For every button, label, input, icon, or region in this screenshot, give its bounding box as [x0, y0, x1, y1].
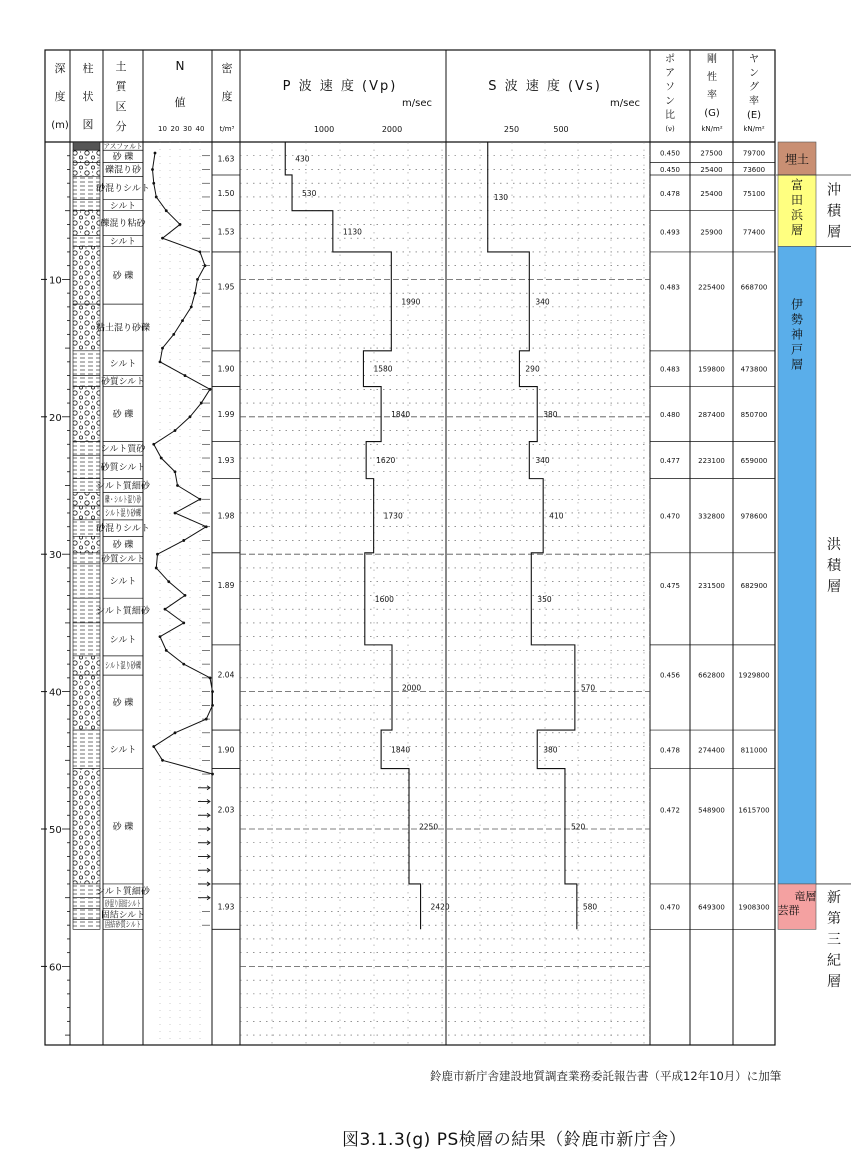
poisson-value: 0.483	[659, 283, 681, 292]
svg-text:ヤ: ヤ	[749, 54, 759, 65]
column-layer	[73, 150, 100, 162]
shear-modulus-value: 274400	[698, 746, 725, 755]
poisson-value: 0.450	[659, 149, 681, 158]
era-label-char: 層	[827, 973, 841, 990]
n-value-point	[184, 374, 187, 377]
young-modulus-value: 811000	[740, 746, 768, 755]
poisson-value: 0.470	[659, 512, 681, 521]
n-value-point	[160, 457, 163, 460]
young-modulus-value: 682900	[740, 581, 768, 590]
n-tick-label: 10	[158, 125, 167, 133]
n-value-point	[182, 622, 185, 625]
formation-label-char: 戸	[790, 342, 804, 357]
vp-label: 530	[302, 188, 317, 198]
column-layer	[73, 675, 100, 730]
n-value-point	[152, 745, 155, 748]
svg-text:ポ: ポ	[665, 54, 675, 65]
column-layer	[73, 200, 100, 211]
n-value-point	[165, 649, 168, 652]
density-value: 2.03	[217, 805, 235, 815]
era-label-char: 積	[827, 203, 841, 220]
column-layer	[73, 492, 100, 506]
density-value: 2.04	[217, 670, 235, 680]
vs-label: 570	[580, 683, 596, 693]
poisson-value: 0.477	[659, 457, 681, 466]
n-value-point	[182, 663, 185, 666]
boring-column	[73, 142, 100, 929]
density-value: 1.63	[217, 154, 235, 164]
vp-label: 2250	[419, 822, 439, 832]
poisson-value: 0.483	[659, 365, 681, 374]
column-layer	[73, 211, 100, 236]
formation-label: 芸群	[777, 903, 800, 917]
column-layer	[73, 536, 100, 552]
header-young-unit: kN/m²	[743, 125, 765, 133]
svg-text:率: 率	[749, 96, 759, 107]
vs-line	[488, 142, 577, 929]
shear-modulus-value: 25400	[700, 165, 723, 174]
n-value-point	[164, 608, 167, 611]
svg-text:性: 性	[707, 72, 717, 83]
n-value-point	[172, 333, 175, 336]
n-value-point	[174, 470, 177, 473]
soil-label: 砂混りシルト	[96, 524, 150, 535]
vp-label: 1840	[391, 410, 411, 420]
soil-label: 砂質シルト	[101, 554, 145, 565]
header-poisson-unit: (ν)	[665, 125, 675, 133]
shear-modulus-value: 223100	[698, 457, 725, 466]
column-layer	[73, 506, 100, 520]
column-layer	[73, 246, 100, 304]
n-axis-ticks	[158, 125, 204, 133]
formation-label: 埋土	[784, 152, 810, 167]
shear-modulus-value: 25400	[700, 189, 723, 198]
n-value-point	[194, 292, 197, 295]
formation-label-char: 勢	[790, 312, 804, 327]
header-column-3: 図	[82, 118, 94, 131]
vp-label: 1130	[342, 227, 362, 237]
density-value: 1.89	[217, 580, 235, 590]
poisson-value: 0.475	[659, 581, 681, 590]
depth-label: 50	[49, 825, 62, 836]
n-value-point	[161, 759, 164, 762]
source-note: 鈴鹿市新庁舎建設地質調査業務委託報告書（平成12年10月）に加筆	[430, 1069, 782, 1083]
header-n-value: N	[175, 59, 185, 73]
vs-label: 290	[525, 364, 540, 374]
soil-label: 砂質シルト	[100, 463, 146, 474]
soil-label: 砂混り固結シルト	[105, 899, 176, 910]
young-modulus-value: 473800	[740, 365, 768, 374]
svg-text:(G): (G)	[704, 108, 720, 119]
header-depth: 深	[54, 62, 66, 75]
vp-tick-label: 2000	[381, 125, 403, 134]
column-layer	[73, 909, 100, 920]
formation-bands	[778, 142, 817, 929]
column-layer	[73, 442, 100, 456]
era-label-char: 積	[827, 558, 841, 575]
n-value-point	[174, 512, 177, 515]
n-value-line	[153, 153, 213, 774]
young-modulus-value: 77400	[742, 228, 766, 237]
depth-label: 40	[49, 687, 62, 699]
poisson-value: 0.493	[659, 228, 681, 237]
header-depth-2: 度	[54, 90, 66, 103]
n-value-point	[211, 773, 214, 776]
column-layer	[73, 235, 100, 246]
column-layer	[73, 163, 100, 177]
formation-label-char: 神	[790, 327, 804, 342]
vs-label: 380	[543, 745, 558, 755]
vs-label: 520	[570, 822, 586, 832]
column-layer	[73, 376, 100, 387]
soil-label: シルト質細砂	[96, 606, 150, 617]
young-modulus-value: 1929800	[738, 671, 770, 680]
vp-label: 1730	[383, 511, 403, 521]
formation-label-char: 層	[790, 222, 804, 237]
n-value-point	[165, 209, 168, 212]
vp-axis-ticks	[314, 125, 402, 134]
era-label-char: 第	[827, 910, 841, 927]
vs-tick-label: 500	[553, 125, 569, 134]
column-headers	[51, 52, 765, 134]
outer-border	[45, 50, 775, 1045]
soil-label: アスファルト	[103, 142, 143, 151]
column-layer	[73, 920, 100, 930]
soil-label: シルト	[109, 237, 137, 248]
svg-text:ン: ン	[749, 68, 759, 79]
vp-label: 430	[295, 154, 310, 164]
density-value: 1.53	[217, 227, 235, 237]
young-modulus-value: 73600	[742, 165, 766, 174]
soil-label: シルト混り砂礫	[105, 661, 168, 672]
density-value: 1.93	[217, 902, 235, 912]
vp-profile	[285, 142, 450, 929]
svg-text:ン: ン	[665, 96, 675, 107]
header-shear	[701, 52, 722, 133]
poisson-value: 0.450	[659, 165, 681, 174]
soil-label: 砂 礫	[112, 540, 134, 551]
density-value: 1.90	[217, 745, 235, 755]
n-value-point	[159, 635, 162, 638]
svg-text:グ: グ	[749, 82, 759, 93]
density-value: 1.50	[217, 188, 235, 198]
header-n-value-2: 値	[174, 96, 186, 109]
n-value-point	[211, 690, 214, 693]
young-modulus-value: 79700	[742, 149, 766, 158]
n-value-point	[190, 305, 193, 308]
vs-label: 580	[582, 902, 598, 912]
svg-text:ソ: ソ	[665, 82, 675, 93]
depth-label: 10	[49, 275, 62, 287]
n-value-plot	[151, 152, 214, 926]
n-value-point	[154, 152, 157, 155]
depth-label: 60	[49, 962, 62, 974]
n-value-point	[151, 168, 154, 171]
header-soil-2: 質	[115, 80, 127, 93]
era-label-char: 沖	[827, 182, 841, 199]
soil-label: シルト質細砂	[96, 481, 150, 492]
n-value-point	[174, 429, 177, 432]
depth-label: 30	[49, 550, 62, 562]
young-modulus-value: 75100	[742, 189, 766, 198]
soil-label: 礫混り砂	[104, 165, 142, 176]
density-value: 1.99	[217, 410, 235, 420]
n-tick-label: 20	[170, 125, 180, 133]
n-value-point	[196, 278, 199, 281]
soil-label: 砂 礫	[112, 152, 134, 163]
vs-label: 350	[537, 594, 552, 604]
svg-text:率: 率	[707, 90, 717, 101]
density-values	[212, 154, 240, 929]
vp-label: 1620	[376, 456, 396, 466]
shear-modulus-value: 225400	[698, 283, 725, 292]
soil-label: 砂 礫	[112, 271, 134, 282]
soil-label: シルト	[109, 201, 137, 212]
era-label-char: 洪	[827, 537, 841, 554]
column-layer	[73, 351, 100, 376]
depth-label: 20	[49, 412, 62, 424]
n-value-point	[189, 415, 192, 418]
n-value-point	[184, 594, 187, 597]
header-vp: P 波 速 度 (Vp)	[282, 79, 398, 94]
era-label-char: 層	[827, 224, 841, 241]
header-soil-3: 区	[115, 100, 127, 113]
soil-label: シルト	[109, 359, 137, 370]
n-value-point	[167, 580, 170, 583]
vs-label: 340	[535, 297, 550, 307]
soil-label: 固結シルト	[101, 910, 145, 921]
young-modulus-value: 978600	[740, 512, 768, 521]
n-value-point	[211, 704, 214, 707]
poisson-value: 0.456	[659, 671, 681, 680]
vs-label: 130	[493, 192, 509, 202]
vp-label: 1600	[374, 594, 394, 604]
vp-line	[285, 142, 420, 929]
soil-label: シルト混り砂礫	[105, 509, 168, 520]
n-tick-label: 30	[183, 125, 192, 133]
era-label-char: 紀	[827, 952, 841, 969]
header-column: 柱	[82, 62, 94, 75]
n-value-point	[199, 251, 202, 254]
soil-label: 礫・シルト混り砂	[105, 495, 177, 506]
vp-label: 2000	[402, 683, 422, 693]
header-shear-unit: kN/m²	[701, 125, 723, 133]
density-value: 1.93	[217, 456, 235, 466]
formation-label-char: 田	[790, 192, 804, 207]
header-young	[743, 54, 764, 133]
header-depth-3: (m)	[51, 120, 69, 131]
n-value-point	[155, 196, 158, 199]
vp-label: 1840	[391, 745, 411, 755]
vp-label: 2420	[430, 902, 450, 912]
formation-label: 竜層	[794, 889, 817, 903]
column-layer	[73, 142, 100, 150]
column-layer	[73, 898, 100, 909]
n-value-point	[182, 539, 185, 542]
shear-modulus-value: 27500	[700, 149, 723, 158]
vp-tick-label: 1000	[313, 125, 335, 134]
soil-label: 砂質シルト	[101, 377, 145, 388]
column-layer	[73, 769, 100, 884]
soil-label: 礫混り粘砂	[100, 219, 146, 230]
young-modulus-value: 659000	[740, 457, 768, 466]
soil-label: 砂 礫	[112, 698, 134, 709]
figure-caption: 図3.1.3(g) PS検層の結果（鈴鹿市新庁舎）	[342, 1130, 687, 1150]
vs-label: 340	[535, 456, 550, 466]
column-layer	[73, 553, 100, 564]
young-modulus-value: 850700	[740, 411, 768, 420]
young-modulus-value: 1615700	[738, 806, 770, 815]
poisson-value: 0.470	[659, 903, 681, 912]
vs-label: 380	[543, 410, 558, 420]
header-density: 密	[221, 62, 233, 75]
svg-text:(E): (E)	[746, 110, 762, 121]
poisson-value: 0.472	[659, 806, 681, 815]
n-value-point	[179, 223, 182, 226]
formation-label-char: 伊	[790, 297, 804, 312]
shear-modulus-value: 548900	[698, 806, 725, 815]
poisson-value: 0.478	[659, 746, 681, 755]
shear-modulus-value: 159800	[698, 365, 725, 374]
n-value-point	[159, 360, 162, 363]
header-vs-unit: m/sec	[610, 98, 640, 109]
formation-label-char: 浜	[790, 207, 804, 222]
column-layer	[73, 730, 100, 768]
n-tick-label: 40	[195, 125, 205, 133]
elastic-properties	[650, 149, 775, 929]
soil-label: シルト質砂	[100, 444, 146, 455]
n-value-point	[155, 567, 158, 570]
young-modulus-value: 668700	[740, 283, 768, 292]
table-frame	[45, 50, 775, 1045]
header-soil: 土	[115, 60, 127, 73]
era-label-char: 三	[827, 931, 841, 948]
formation-label-char: 層	[790, 357, 804, 372]
header-column-2: 状	[82, 90, 94, 103]
column-layer	[73, 564, 100, 598]
poisson-value: 0.480	[659, 411, 681, 420]
vs-profile	[488, 142, 598, 929]
header-density-unit: t/m³	[219, 125, 235, 133]
density-value: 1.98	[217, 511, 235, 521]
header-poisson	[665, 53, 675, 133]
soil-label: シルト	[109, 745, 137, 756]
n-value-point	[176, 484, 179, 487]
young-modulus-value: 1908300	[738, 903, 770, 912]
soil-label: 砂混りシルト	[96, 184, 150, 195]
shear-modulus-value: 649300	[698, 903, 725, 912]
soil-label: 砂 礫	[112, 410, 134, 421]
svg-text:比: 比	[665, 110, 675, 121]
column-layer	[73, 623, 100, 656]
vp-label: 1580	[373, 364, 393, 374]
header-density-2: 度	[221, 90, 233, 103]
header-soil-4: 分	[115, 120, 127, 133]
header-vs: S 波 速 度 (Vs)	[488, 79, 602, 94]
soil-label: シルト	[109, 577, 137, 588]
shear-modulus-value: 662800	[698, 671, 725, 680]
n-value-point	[199, 498, 202, 501]
shear-modulus-value: 287400	[698, 411, 725, 420]
era-label-char: 新	[827, 889, 841, 906]
soil-label: シルト	[109, 635, 137, 646]
n-value-point	[181, 319, 184, 322]
shear-modulus-value: 25900	[700, 228, 723, 237]
n-value-point	[161, 237, 164, 240]
column-layer	[73, 455, 100, 478]
density-value: 1.90	[217, 364, 235, 374]
shear-modulus-value: 332800	[698, 512, 725, 521]
n-value-point	[152, 182, 155, 185]
poisson-value: 0.478	[659, 189, 681, 198]
formation-label-char: 富	[790, 177, 804, 192]
soil-label: 固結砂質シルト	[105, 920, 159, 930]
era-label-char: 層	[827, 579, 841, 596]
header-vp-unit: m/sec	[402, 98, 432, 109]
vs-tick-label: 250	[503, 125, 520, 134]
soil-label: 砂 礫	[112, 822, 134, 833]
soil-label: 粘土混り砂礫	[95, 323, 151, 334]
vs-axis-ticks	[504, 125, 569, 134]
n-value-point	[161, 347, 164, 350]
vs-label: 410	[549, 511, 564, 521]
n-value-point	[156, 553, 159, 556]
soil-label: シルト質細砂	[96, 886, 150, 897]
column-layer	[73, 387, 100, 442]
svg-text:剛: 剛	[707, 54, 717, 65]
shear-modulus-value: 231500	[698, 581, 725, 590]
density-value: 1.95	[217, 282, 235, 292]
svg-text:ア: ア	[665, 68, 675, 79]
n-value-point	[152, 443, 155, 446]
vp-label: 1990	[401, 297, 421, 307]
column-layer	[73, 656, 100, 675]
n-value-point	[174, 731, 177, 734]
